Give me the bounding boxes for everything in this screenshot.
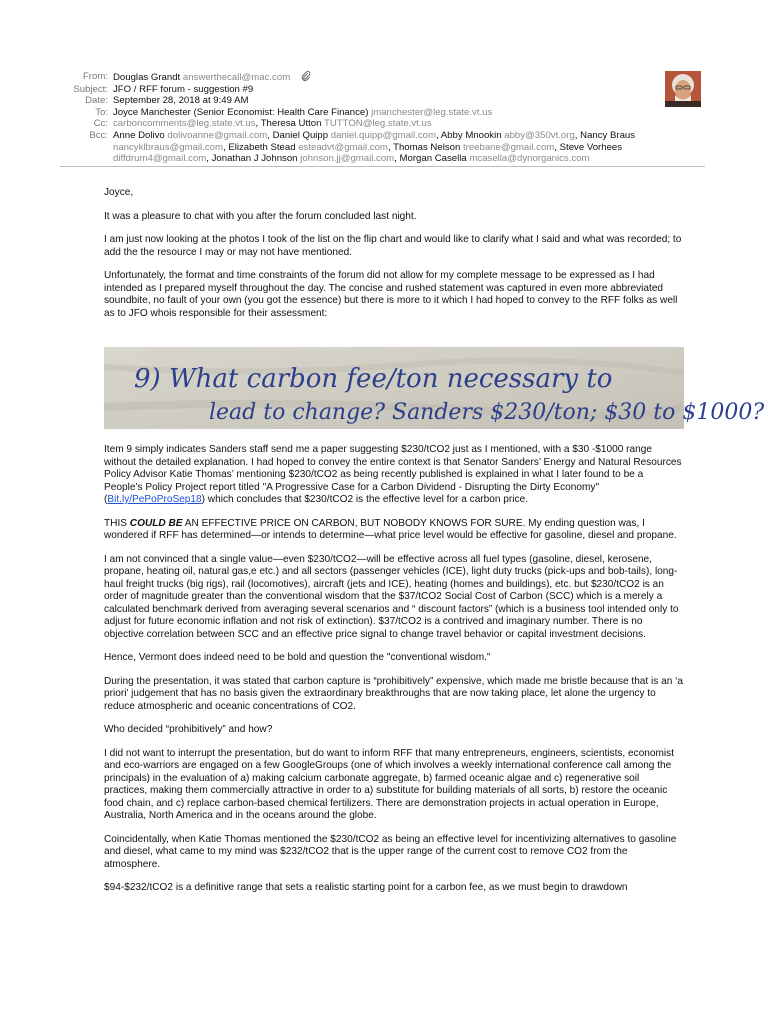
- email-body-bottom: [104, 444, 684, 906]
- paragraph-text: THIS: [104, 517, 130, 529]
- subject-label: Subject:: [73, 83, 108, 95]
- paragraph: During the presentation, it was stated that carbon capture is “prohibitively” expensive, which made me bristle because that is an ‘a priori’ judgement that has no basis given the extraordinary breakthroughs that are now taking place, let alone the urgency to reduce atmospheric and oceanic concentrations of CO2.: [104, 675, 684, 712]
- cc-email[interactable]: carboncomments@leg.state.vt.us: [113, 118, 256, 130]
- bcc-name[interactable]: Steve Vorhees: [559, 141, 623, 153]
- to-name[interactable]: Joyce Manchester (Senior Economist: Health Care Finance): [113, 106, 369, 118]
- cc-row: [60, 118, 660, 130]
- bcc-email[interactable]: treebane@gmail.com: [462, 141, 555, 153]
- bcc-name[interactable]: Elizabeth Stead: [228, 141, 296, 153]
- bcc-email[interactable]: johnson.jj@gmail.com: [300, 153, 395, 165]
- bcc-name[interactable]: Jonathan J Johnson: [211, 153, 298, 165]
- flip-chart-line-2: lead to change? Sanders $230/ton; $30 to $1000?: [209, 400, 765, 425]
- subject-row: [60, 84, 660, 96]
- paragraph: It was a pleasure to chat with you after the forum concluded last night.: [104, 210, 417, 222]
- emphasis-text: COULD BE: [129, 517, 183, 529]
- paragraph: I am just now looking at the photos I took of the list on the flip chart and would like to clarify what I said and what was recorded; to add the the resource I may or may not have mentioned.: [104, 234, 682, 258]
- to-label: To:: [95, 106, 108, 118]
- paragraph-text: ) which concludes that $230/tCO2 is the effective level for a carbon price.: [201, 494, 528, 505]
- bcc-email[interactable]: mcasella@dynorganics.com: [469, 153, 590, 165]
- paperclip-icon[interactable]: [301, 71, 311, 81]
- cc-list: carboncomments@leg.state.vt.us, Theresa Utton TUTTON@leg.state.vt.us: [113, 118, 432, 130]
- paragraph: I am not convinced that a single value—even $230/tCO2—will be effective across all fuel types (gasoline, diesel, kerosene, propane, heating oil, natural gas,e etc.) and all sectors (passenger vehicles (ICE), light duty trucks (pick-ups and bob-tails), long-haul freight trucks (big rigs), rail (locomotives), aircraft (jets and ICE), heating (homes and buildings), etc. but $230/tCO2 is an order of magnitude greater than the conventional wisdom that the $37/tCO2 Social Cost of Carbon (SCC) which is a merely a calculated benchmark derived from averaging several scenarios and “ discount factors” (which is a business tool intended only to adjust for future economic inflation and not risk of extinction). $37/tCO2 is a contrived and imaginary number. There is no objective correlation between SCC and an effective price signal to change travel behavior or capital investment decisions.: [104, 553, 679, 640]
- to-email[interactable]: jmanchester@leg.state.vt.us: [371, 106, 493, 118]
- subject-text: JFO / RFF forum - suggestion #9: [113, 83, 254, 95]
- flip-chart-line-1: 9) What carbon fee/ton necessary to: [134, 364, 613, 394]
- to-row: [60, 107, 660, 119]
- date-text: September 28, 2018 at 9:49 AM: [113, 95, 249, 107]
- from-label: From:: [82, 71, 108, 82]
- bcc-email[interactable]: nancyklbraus@gmail.com: [113, 141, 223, 153]
- paragraph: $94-$232/tCO2 is a definitive range that sets a realistic starting point for a carbon fee, as we must begin to drawdown: [104, 882, 628, 893]
- paragraph: [104, 518, 684, 543]
- email-body-top: [104, 187, 684, 331]
- bcc-list: Anne Dolivo dolivoanne@gmail.com, Daniel Quipp daniel.quipp@gmail.com, Abby Mnookin abby@350vt.org, Nancy Braus nancyklbraus@gmail.com, Elizabeth Stead esteadvt@gmail.com, Thomas Nelson treebane@gmail.com, Steve Vorhees diffdrum4@gmail.com, Jonathan J Johnson johnson.jj@gmail.com, Morgan Casella mcasella@dynorganics.com: [113, 129, 636, 165]
- paragraph: Hence, Vermont does indeed need to be bold and question the "conventional wisdom.": [104, 652, 491, 663]
- bcc-email[interactable]: abby@350vt.org: [504, 129, 575, 141]
- sender-avatar[interactable]: [665, 71, 701, 107]
- bcc-email[interactable]: diffdrum4@gmail.com: [113, 153, 207, 165]
- from-name[interactable]: Douglas Grandt: [113, 72, 181, 83]
- from-row: [60, 71, 660, 84]
- report-link[interactable]: Bit.ly/PePoProSep18: [107, 494, 202, 505]
- cc-name[interactable]: Theresa Utton: [260, 118, 322, 130]
- bcc-email[interactable]: daniel.quipp@gmail.com: [330, 129, 436, 141]
- paragraph-text: Item 9 simply indicates Sanders staff send me a paper suggesting $230/tCO2 just as I mentioned, with a $30 -$1000 range without the detailed explanation. I had hoped to convey the entire context is that Senator Sanders’ Energy and Natural Resources Policy Advisor Katie Thomas’ mentioning $230/tCO2 as being recently published is explained in what I later found to be a People’s Policy Project report titled "A Progressive Case for a Carbon Dividend - Disrupting the Dirty Economy" (: [104, 444, 682, 505]
- bcc-email[interactable]: esteadvt@gmail.com: [298, 141, 388, 153]
- bcc-name[interactable]: Morgan Casella: [399, 153, 467, 165]
- from-email[interactable]: answerthecall@mac.com: [182, 72, 291, 83]
- greeting: Joyce,: [104, 187, 134, 198]
- date-label: Date:: [85, 95, 108, 107]
- header-divider: [60, 166, 705, 167]
- email-header: [60, 71, 660, 165]
- bcc-email[interactable]: dolivoanne@gmail.com: [167, 129, 268, 141]
- bcc-name[interactable]: Abby Mnookin: [440, 129, 502, 141]
- bcc-row: [60, 130, 660, 165]
- cc-label: Cc:: [93, 118, 108, 130]
- paragraph-text: AN EFFECTIVE PRICE ON CARBON, BUT NOBODY KNOWS FOR SURE. My ending question was, I wondered if RFF has determined—or intends to determine—what price level would be effective for gasoline, diesel and propane.: [104, 517, 677, 541]
- paragraph: Coincidentally, when Katie Thomas mentioned the $230/tCO2 as being an effective level for incentivizing alternatives to gasoline and diesel, what came to my mind was $232/tCO2 that is the upper range of the current cost to remove CO2 from the atmosphere.: [104, 833, 677, 870]
- paragraph: Who decided “prohibitively” and how?: [104, 724, 273, 735]
- bcc-name[interactable]: Daniel Quipp: [272, 129, 329, 141]
- bcc-name[interactable]: Thomas Nelson: [393, 141, 461, 153]
- bcc-name[interactable]: Nancy Braus: [580, 129, 636, 141]
- avatar-photo-icon: [665, 71, 701, 107]
- date-row: [60, 95, 660, 107]
- paragraph: Unfortunately, the format and time constraints of the forum did not allow for my complete message to be expressed as I had intended as I prepared myself throughout the day. The concise and rushed statement was captured in even more abbreviated soundbite, no fault of your own (you got the essence) but there is more to it which I had hoped to convey to the RFF folks as well as to JFO whois responsible for their assessment:: [104, 270, 678, 319]
- paragraph: [104, 444, 684, 507]
- flip-chart-photo: [104, 347, 765, 429]
- cc-email[interactable]: TUTTON@leg.state.vt.us: [323, 118, 432, 130]
- bcc-name[interactable]: Anne Dolivo: [113, 129, 165, 141]
- paragraph: I did not want to interrupt the presentation, but do want to inform RFF that many entrepreneurs, engineers, scientists, economist and eco-warriors are engaged on a few GoogleGroups (one of which involves a weekly international conference call among the principals) in the evaluation of a) making calcium carbonate aggregate, b) farmed oceanic algae and c) regenerative soil practices, making them commercially attractive in order to a) substitute for building materials of all sorts, b) restore the oceanic food chain, and c) replace carbon-based chemical fertilizers. There are demonstration projects in actual operation in Europe, Australia, North America and in the oceans around the globe.: [104, 747, 675, 821]
- flip-chart-image: [104, 347, 765, 429]
- bcc-label: Bcc:: [89, 129, 108, 141]
